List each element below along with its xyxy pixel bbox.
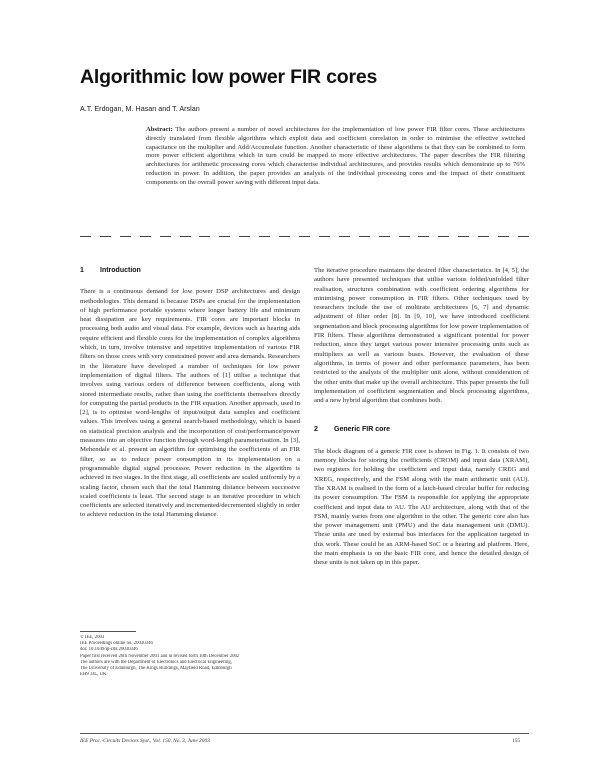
footnote-rule (80, 631, 136, 632)
footer-rule (80, 733, 529, 734)
footnote-line: Paper first received 26th November 2001 and in revised form 10th December 2002 (80, 653, 240, 659)
section-title: Generic FIR core (334, 426, 391, 434)
footnote-line: doi: 10.1049/ip-cds:20030346 (80, 647, 138, 653)
footnote-line: IEE Proceedings online no. 20030346 (80, 641, 153, 647)
abstract (146, 126, 525, 188)
abstract-divider (80, 236, 529, 237)
right-column (314, 266, 529, 568)
section-heading-introduction (80, 266, 300, 275)
paper-authors: A.T. Erdogan, M. Hasan and T. Arslan (80, 104, 200, 113)
section-heading-generic-fir-core (314, 425, 529, 434)
intro-continuation: The iterative procedure maintains the desired filter characteristics. In [4, 5], the authors have presented techniques that utilise various folded/unfolded filter realisation, structures combination with coefficient ordering algorithms for minimising power consumption in FIR filters. Other techniques used by researchers include the use of multirate architectures [6, 7] and dynamic adjustment of filter order [8]. In [9, 10], we have introduced coefficient segmentation and block processing algorithms for low power implementation of FIR filters. These algorithms demonstrated a significant potential for power reduction, since they target various power intensive processing units such as multipliers as well as various buses. However, the evaluation of these algorithms, in terms of power and other performance parameters, has been restricted to the analysis of the multiplier unit alone, without consideration of the other units that make up the overall architecture. This paper presents the full implementation of coefficient segmentation and block processing algorithms, and a new hybrid algorithm that combines both. (314, 267, 529, 405)
section-number: 1 (80, 267, 84, 274)
footnotes (80, 635, 290, 678)
page-number: 155 (512, 738, 521, 744)
footnote-line: The University of Edinburgh, The Kings Buildings, Mayfield Road, Edinburgh (80, 666, 232, 672)
section-title: Introduction (100, 267, 141, 274)
footnote-line: © IEE, 2003 (80, 635, 105, 640)
abstract-text: The authors present a number of novel architectures for the implementation of low power FIR filter cores. These architectures directly translated from flexible algorithms which exploit data and coefficient correlation in order to minimise the effective switched capacitance on the multiplier and Add/Accumulate function. Another characteristic of these algorithms is that they can be combined to form more power efficient algorithms which in turn could be mapped to more effective architectures. The paper describes the FIR filtering architectures for arithmetic processing cores which characterise individual architectures, and provides results which demonstrate up to 76% reduction in power. In addition, the paper provides an analysis of the individual processing cores and the impact of their constituent components on the overall power saving with different input data. (146, 126, 526, 186)
paper-title: Algorithmic low power FIR cores (80, 66, 378, 88)
footnote-line: EH9 3JL, UK (80, 672, 107, 678)
left-column (80, 266, 300, 520)
section-number: 2 (314, 426, 318, 434)
intro-paragraph: There is a continuous demand for low power DSP architectures and design methodologies. This demand is because DSPs are crucial for the implementation of high performance portable systems where longer battery life and minimum heat dissipation are key requirements. FIR cores are important blocks in processing both audio and visual data. For example, devices such as hearing aids require efficient and flexible cores for the implementation of complex algorithms which, in turn, involve intensive and repetitive implementation of various FIR filters on those cores with very constrained power and area demands. Researchers in the literature have developed a number of techniques for low power implementation of digital filters. The authors of [1] utilise a technique that involves using various orders of difference between coefficients, along with stored intermediate results, rather than using the coefficients themselves directly for computing the partial products in the FIR equation. Another approach, used in [2], is to optimise word-lengths of input/output data samples and coefficient values. This involves using a general search-based methodology, which is based on statistical precision analysis and the incorporation of cost/performance/power measures into an objective function through word-length parameterisation. In [3], Mehendale et al. present an algorithm for optimising the coefficients of an FIR filter, so as to reduce power consumption in its implementation on a programmable digital signal processor. Power reduction in the algorithm is achieved in two stages. In the first stage, all coefficients are scaled uniformly by a scaling factor, chosen such that the total Hamming distance between successive scaled coefficients is least. The second stage is an iterative procedure in which coefficients are selected iteratively and incremented/decremented slightly in order to achieve reduction in the total Hamming distance. (80, 288, 300, 519)
fir-paragraph: The block diagram of a generic FIR core is shown in Fig. 1. It consists of two memory blocks for storing the coefficients (CROM) and input data (XRAM), two registers for holding the coefficient and input data, namely CREG and XREG, respectively, and the FSM along with the main arithmetic unit (AU). The XRAM is realised in the form of a latch-based circular buffer for reducing its power consumption. The FSM is responsible for applying the appropriate coefficient and input data to AU. The AU architecture, along with that of the FSM, mainly varies from one algorithm to the other. The generic core also has the power management unit (PMU) and the data management unit (DMU). These units are used by external bus interfaces for the application targeted in this work. These could be an ARM-based SoC or a hearing aid platform. Here, the main emphasis is on the basic FIR core, and hence the detailed design of these units is not taken up in this paper. (314, 447, 529, 567)
footnote-line: The authors are with the Department of Electronics and Electrical Engineering, (80, 659, 232, 665)
journal-citation: IEE Proc.-Circuits Devices Syst., Vol. 150, No. 3, June 2003 (80, 738, 210, 744)
abstract-label: Abstract: (146, 126, 173, 133)
